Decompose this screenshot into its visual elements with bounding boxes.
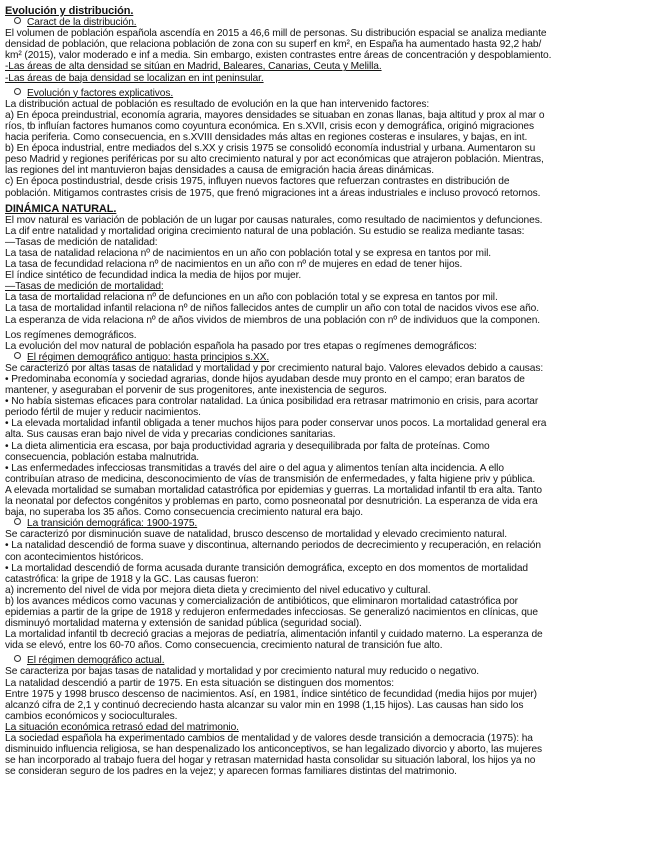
line-text: contribuían atraso de medicina, desconocimiento de vías de transmisión de enfermedades, y falta higiene priv y pública. (5, 473, 536, 485)
text-line (5, 629, 651, 640)
line-text: Caract de la distribución. (27, 17, 137, 29)
text-line (5, 585, 651, 596)
line-text: la neonatal por defectos congénitos y problemas en parto, como posneonatal por desnutrición. La esperanza de vida era (5, 496, 538, 508)
line-text: b) En época industrial, entre mediados del s.XX y crisis 1975 se consolidó economía industrial y urbana. Aumentaron su (5, 143, 536, 155)
line-text: catastrófica: la gripe de 1918 y la GC. Las causas fueron: (5, 573, 259, 585)
text-line (5, 463, 651, 474)
text-line (5, 374, 651, 385)
line-text: las regiones del int mantuvieron bajas densidades a causa de emigración hacia áreas dinámicas. (5, 165, 434, 177)
text-line (5, 496, 651, 507)
line-text: Se caracteriza por bajas tasas de natalidad y mortalidad y por crecimiento natural muy reducido o negativo. (5, 666, 480, 678)
line-text: se han incorporado al trabajo fuera del hogar y retrasan maternidad hasta consolidar su situación laboral, los hijos ya no (5, 755, 536, 767)
line-text: • Las enfermedades infecciosas transmitidas a través del aire o del agua y alimentos tenían alta incidencia. A ello (5, 462, 504, 474)
line-text: periodo fértil de mujer y reducir nacimientos. (5, 407, 201, 419)
line-text: La esperanza de vida relaciona nº de años vividos de miembros de una población con nº de individuos que la componen. (5, 314, 541, 326)
line-text: a) En época preindustrial, economía agraria, mayores densidades se situaban en zonas llanas, baja altitud y prox al mar o (5, 109, 545, 121)
line-text: —Tasas de medición de mortalidad: (5, 281, 164, 293)
line-text: DINÁMICA NATURAL. (5, 202, 117, 215)
bullet-circle-icon (14, 352, 21, 359)
text-line (5, 441, 651, 452)
line-text: La evolución del mov natural de población española ha pasado por tres etapas o regímenes demográficos: (5, 340, 477, 352)
line-text: La situación económica retrasó edad del matrimonio. (5, 721, 239, 733)
subsection-heading (14, 17, 651, 28)
line-text: disminuyó mortalidad materna y extensión de sanidad pública (seguridad social). (5, 618, 362, 630)
text-line (5, 215, 651, 226)
text-line (5, 618, 651, 629)
line-text: epidemias a partir de la gripe de 1918 y redujeron enfermedades infecciosas. Se generalizó nacimientos en clínicas, que (5, 606, 538, 618)
text-line (5, 385, 651, 396)
line-text: La tasa de mortalidad infantil relaciona nº de niños fallecidos antes de cumplir un año con total de nacidos vivos ese año. (5, 303, 539, 315)
line-text: El régimen demográfico actual. (27, 655, 165, 667)
line-text: densidad de población, que relaciona población de zona con su superf en km², en España ha aumentado hasta 92,2 hab/ (5, 39, 542, 51)
line-text: -Las áreas de alta densidad se sitúan en Madrid, Baleares, Canarias, Ceuta y Melilla. (5, 61, 382, 73)
line-text: alcanzó cifra de 2,1 y continuó decreciendo hasta alcanzar su valor min en 1998 (1,15 hijos). Las causas han sido los (5, 699, 524, 711)
line-text: con acontecimientos históricos. (5, 551, 144, 563)
text-line (5, 165, 651, 176)
line-text: Evolución y factores explicativos. (27, 87, 174, 99)
line-text: a) incremento del nivel de vida por mejora dieta dieta y crecimiento del nivel educativo y cultural. (5, 584, 431, 596)
text-line (5, 689, 651, 700)
text-line (5, 237, 651, 248)
line-text: cambios económicos y socioculturales. (5, 710, 178, 722)
subsection-heading (14, 352, 651, 363)
text-line (5, 303, 651, 314)
line-text: población. Mitigamos contrastes crisis de 1975, que frenó migraciones int a áreas industriales e incluso provocó retornos. (5, 187, 541, 199)
line-text: Evolución y distribución. (5, 5, 134, 17)
text-line (5, 61, 651, 72)
text-line (5, 711, 651, 722)
line-text: • La elevada mortalidad infantil obligada a tener muchos hijos para poder conservar unos pocos. La mortalidad general era (5, 418, 547, 430)
line-text: La tasa de natalidad relaciona nº de nacimientos en un año con población total y se expresa en tantos por mil. (5, 247, 492, 259)
text-line (5, 529, 651, 540)
line-text: • La dieta alimenticia era escasa, por baja productividad agraria y desequilibrada por falta de proteínas. Como (5, 440, 490, 452)
text-line (5, 110, 651, 121)
text-line (5, 485, 651, 496)
line-text: • No había sistemas eficaces para controlar natalidad. La única posibilidad era retrasar matrimonio en crisis, para acortar (5, 396, 539, 408)
line-text: A elevada mortalidad se sumaban mortalidad catastrófica por epidemias y guerras. La mortalidad infantil tb era alta. Tanto (5, 484, 542, 496)
line-text: vida se elevó, entre los 60-70 años. Como consecuencia, crecimiento natural de transición fue alto. (5, 640, 443, 652)
line-text: peso Madrid y regiones periféricas por su alto crecimiento natural y por act económicas que atrajeron población. Mientras, (5, 154, 544, 166)
line-text: se consideran seguro de los padres en la vejez; y aparecen formas familiares distintas del matrimonio. (5, 766, 457, 778)
text-line (5, 226, 651, 237)
line-text: La dif entre natalidad y mortalidad origina crecimiento natural de una población. Su estudio se realiza mediante tasas: (5, 225, 525, 237)
text-line (5, 540, 651, 551)
bullet-circle-icon (14, 518, 21, 525)
line-text: hacia periferia. Como consecuencia, en s.XVIII densidades más altas en regiones costeras e insulares, y bajas, en int. (5, 132, 528, 144)
text-line (5, 733, 651, 744)
text-line (5, 292, 651, 303)
text-line (5, 678, 651, 689)
line-text: Entre 1975 y 1998 brusco descenso de nacimientos. Así, en 1981, índice sintético de fecundidad (media hijos por mujer) (5, 688, 537, 700)
text-line (5, 429, 651, 440)
text-line (5, 73, 651, 84)
text-line (5, 270, 651, 281)
text-line (5, 755, 651, 766)
line-text: Los regímenes demográficos. (5, 329, 137, 341)
line-text: disminuido influencia religiosa, se han despenalizado los anticonceptivos, se han legalizado divorcio y aborto, las mujeres (5, 744, 543, 756)
line-text: • La mortalidad descendió de forma acusada durante transición demográfica, excepto en dos momentos de mortalidad (5, 562, 528, 574)
line-text: La natalidad descendió a partir de 1975. En esta situación se distinguen dos momentos: (5, 677, 394, 689)
text-line (5, 248, 651, 259)
line-text: • Predominaba economía y sociedad agrarias, donde hijos ayudaban desde muy pronto en el campo; eran baratos de (5, 374, 525, 385)
text-line (5, 607, 651, 618)
line-text: El régimen demográfico antiguo: hasta principios s.XX. (27, 351, 270, 363)
text-line (5, 281, 651, 292)
subsection-heading (14, 655, 651, 666)
text-line (5, 259, 651, 270)
text-line (5, 341, 651, 352)
section-heading (5, 204, 651, 215)
text-line (5, 121, 651, 132)
text-line (5, 99, 651, 110)
section-heading (5, 6, 651, 17)
text-line (5, 452, 651, 463)
line-text: La mortalidad infantil tb decreció gracias a mejoras de pediatría, alimentación infantil y cuidado materno. La esperanza de (5, 629, 543, 641)
text-line (5, 722, 651, 733)
text-line (5, 640, 651, 651)
line-text: b) los avances médicos como vacunas y comercialización de antibióticos, que eliminaron mortalidad catastrófica por (5, 595, 518, 607)
text-line (5, 766, 651, 777)
text-line (5, 28, 651, 39)
text-line (5, 315, 651, 326)
line-text: ríos, tb influían factores humanos como coyuntura económica. En s.XVII, crisis econ y demográfica, originó migraciones (5, 120, 534, 132)
line-text: km² (2015), valor moderado e inf a media. Sin embargo, existen contrastes entre áreas de concentración y despoblamiento. (5, 50, 552, 62)
line-text: La transición demográfica: 1900-1975. (27, 518, 198, 530)
text-line (5, 396, 651, 407)
subsection-heading (14, 88, 651, 99)
bullet-circle-icon (14, 88, 21, 95)
line-text: • La natalidad descendió de forma suave y discontinua, alternando periodos de decrecimiento y recuperación, en relación (5, 540, 541, 552)
text-line (5, 474, 651, 485)
line-text: consecuencia, población estaba malnutrida. (5, 451, 200, 463)
subsection-heading (14, 518, 651, 529)
line-text: El volumen de población española ascendía en 2015 a 46,6 mill de personas. Su distribución espacial se analiza mediante (5, 28, 547, 40)
text-line (5, 132, 651, 143)
line-text: —Tasas de medición de natalidad: (5, 236, 158, 248)
line-text: Se caracterizó por altas tasas de natalidad y mortalidad y por crecimiento natural bajo. Valores elevados debido a causas: (5, 362, 544, 374)
bullet-circle-icon (14, 17, 21, 24)
text-line (5, 563, 651, 574)
text-line (5, 666, 651, 677)
line-text: Se caracterizó por disminución suave de natalidad, brusco descenso de mortalidad y elevado crecimiento natural. (5, 529, 507, 541)
line-text: baja, no superaba los 35 años. Como consecuencia crecimiento natural era bajo. (5, 507, 364, 519)
text-line (5, 330, 651, 341)
text-line (5, 50, 651, 61)
line-text: La distribución actual de población es resultado de evolución en la que han intervenido factores: (5, 98, 430, 110)
text-line (5, 154, 651, 165)
line-text: La tasa de fecundidad relaciona nº de nacimientos en un año con nº de mujeres en edad de tener hijos. (5, 259, 463, 271)
text-line (5, 596, 651, 607)
text-line (5, 552, 651, 563)
text-line (5, 363, 651, 374)
line-text: alta. Sus causas eran bajo nivel de vida y precarias condiciones sanitarias. (5, 429, 336, 441)
text-line (5, 418, 651, 429)
line-text: La tasa de mortalidad relaciona nº de defunciones en un año con población total y se expresa en tantos por mil. (5, 292, 498, 304)
line-text: c) En época postindustrial, desde crisis 1975, influyen nuevos factores que refuerzan contrastes en distribución de (5, 176, 510, 188)
line-text: mantener, y aseguraban el porvenir de sus progenitores, ante inexistencia de seguros. (5, 385, 387, 397)
line-text: -Las áreas de baja densidad se localizan en int peninsular. (5, 72, 264, 84)
line-text: El mov natural es variación de población de un lugar por causas naturales, como resultado de nacimientos y defunciones. (5, 214, 543, 226)
text-line (5, 39, 651, 50)
text-line (5, 143, 651, 154)
text-line (5, 188, 651, 199)
text-line (5, 176, 651, 187)
text-line (5, 507, 651, 518)
text-line (5, 407, 651, 418)
line-text: El índice sintético de fecundidad indica la media de hijos por mujer. (5, 270, 302, 282)
text-line (5, 700, 651, 711)
bullet-circle-icon (14, 655, 21, 662)
text-line (5, 574, 651, 585)
line-text: La sociedad española ha experimentado cambios de mentalidad y de valores desde transición a democracia (1975): ha (5, 733, 533, 744)
text-line (5, 744, 651, 755)
